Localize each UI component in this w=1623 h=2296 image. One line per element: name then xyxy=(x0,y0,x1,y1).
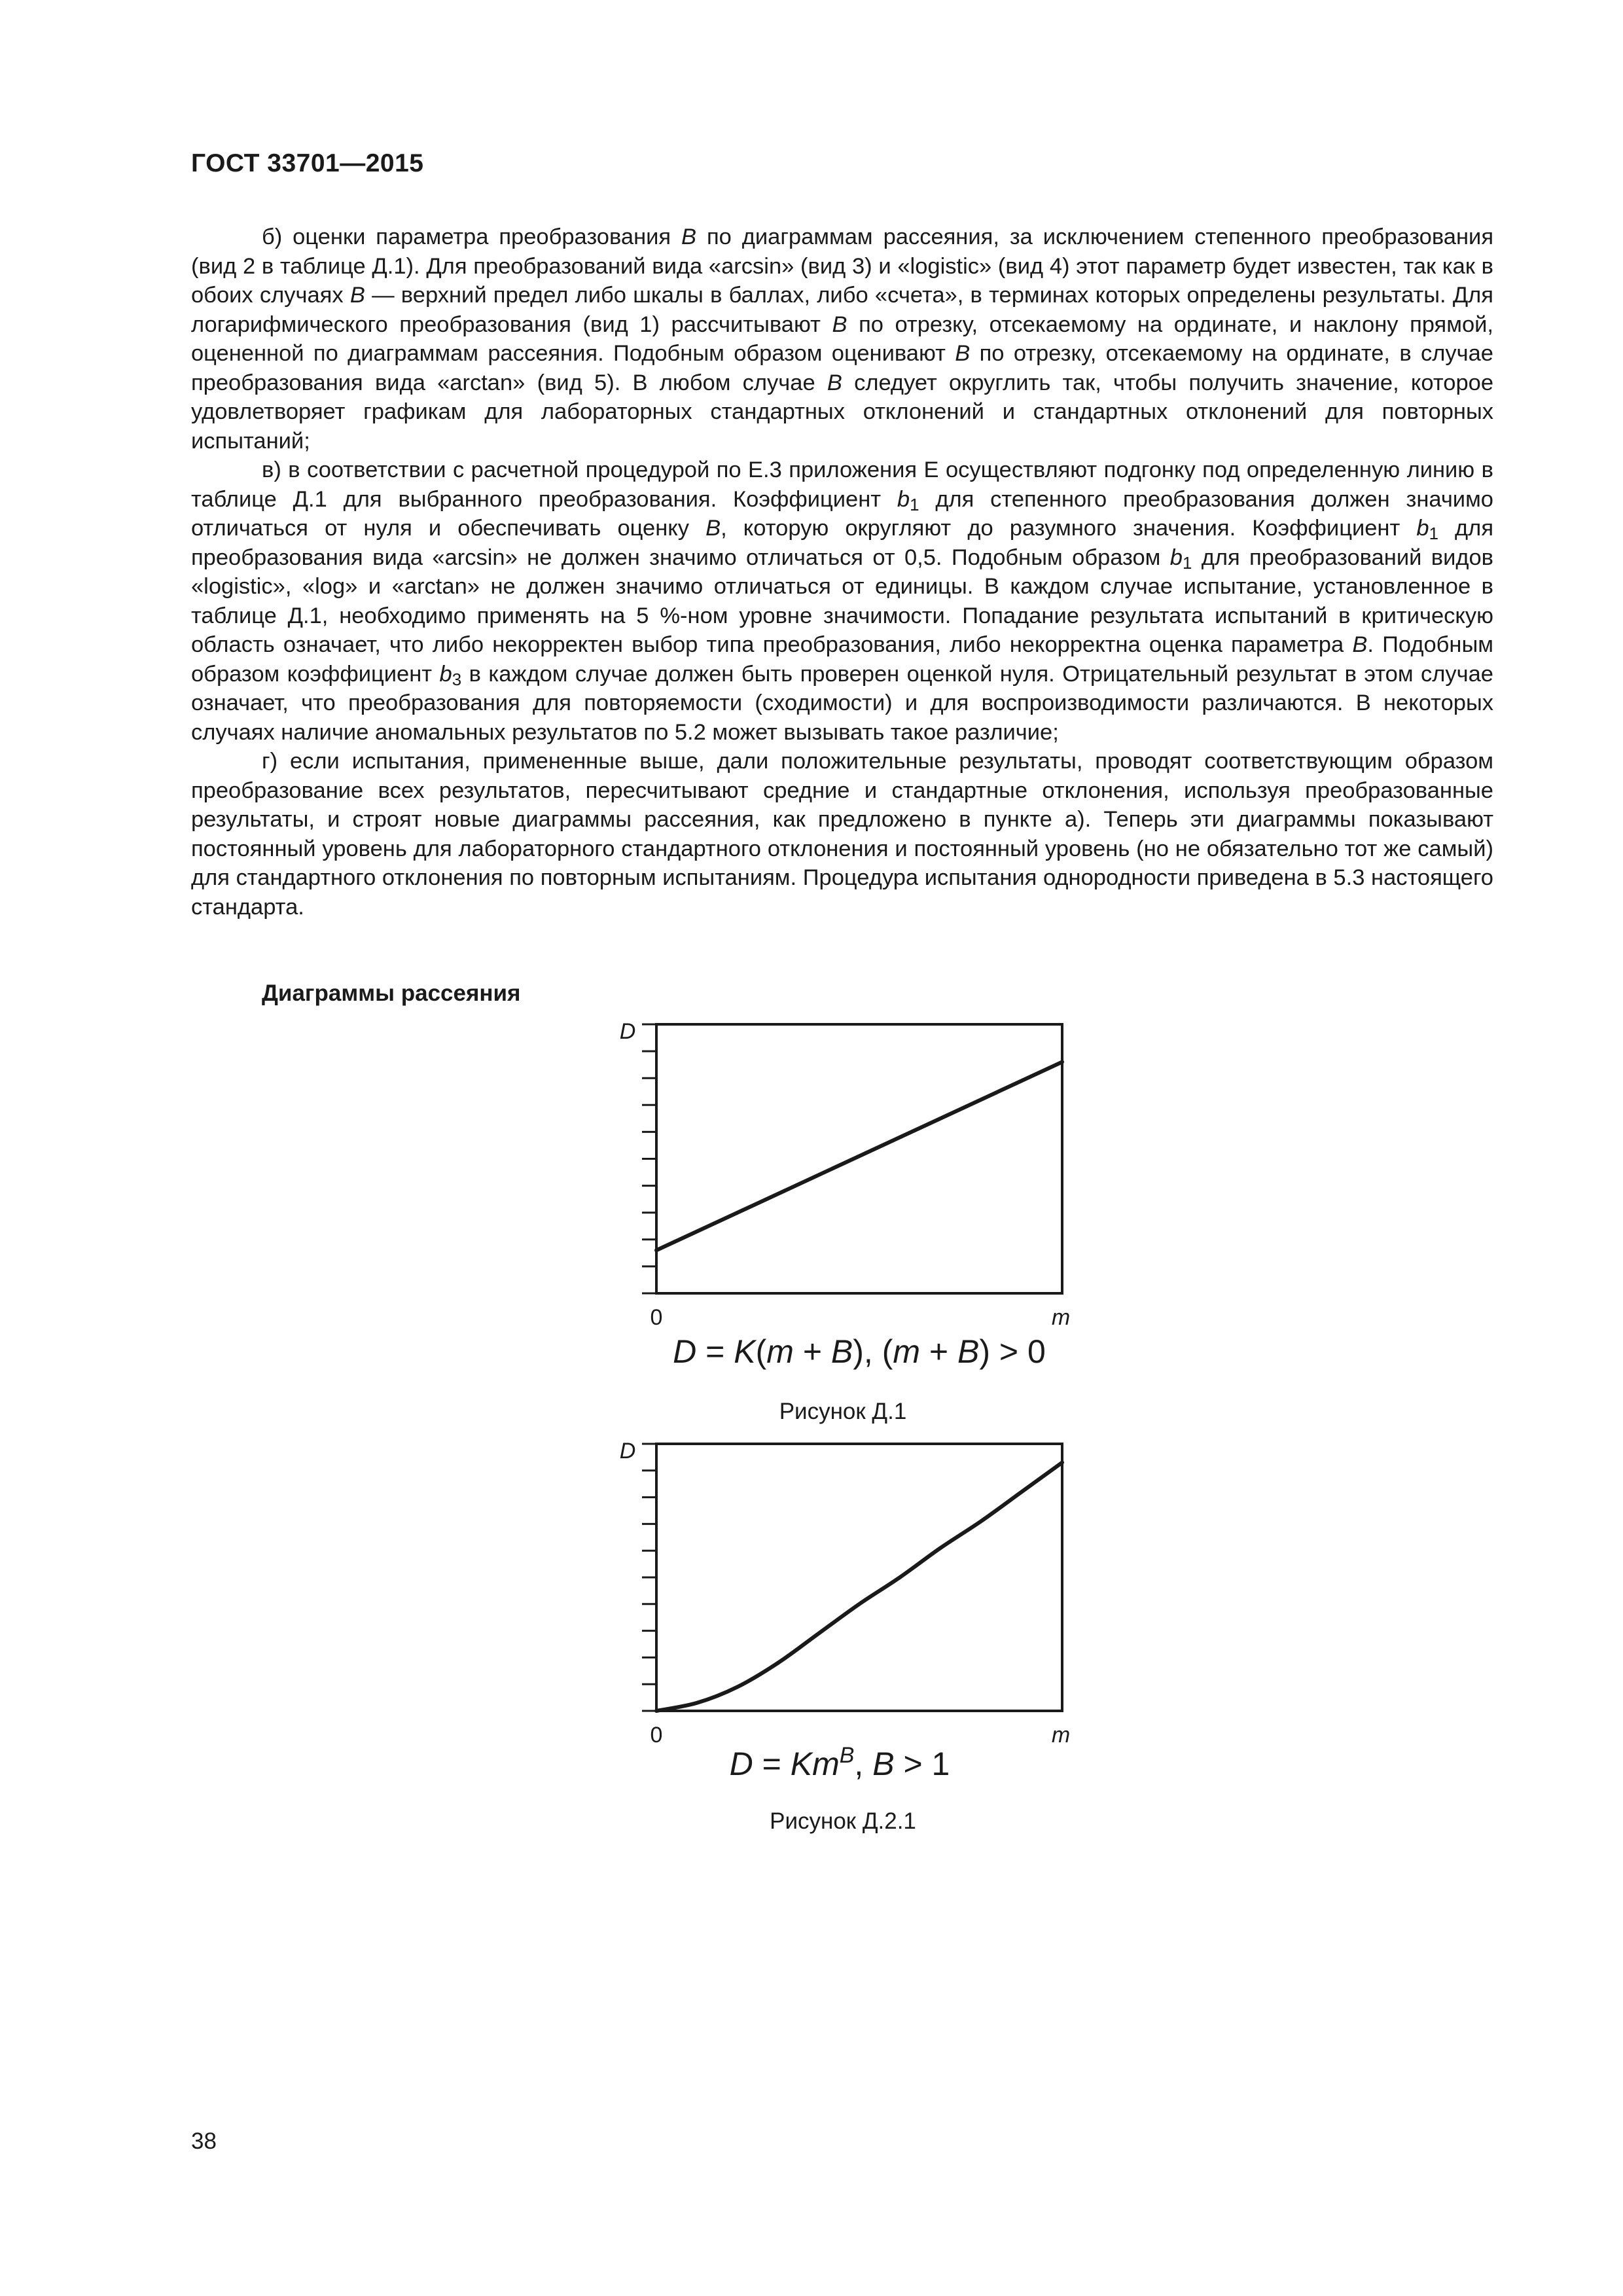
formula-part: m xyxy=(766,1333,794,1370)
formula-part: > 1 xyxy=(894,1746,950,1782)
subscript: 1 xyxy=(1182,554,1192,573)
text-run: б) оценки параметра преобразования xyxy=(262,224,682,249)
section-title: Диаграммы рассеяния xyxy=(262,980,521,1006)
plot-frame xyxy=(656,1024,1062,1293)
x-origin-label: 0 xyxy=(650,1723,663,1748)
italic-symbol: b xyxy=(439,661,452,687)
italic-symbol: B xyxy=(1352,632,1368,657)
figure-caption: Рисунок Д.1 xyxy=(779,1399,907,1424)
text-run: . Подобным образом коэффициент xyxy=(191,632,1493,687)
page-number: 38 xyxy=(191,2128,217,2154)
y-axis-label: D xyxy=(619,1439,636,1463)
italic-symbol: b xyxy=(1416,516,1429,541)
text-run: , которую округляют до разумного значения. Коэффициент xyxy=(721,516,1417,541)
x-axis-label: m xyxy=(1051,1723,1071,1748)
italic-symbol: B xyxy=(681,224,697,249)
series-line xyxy=(656,1463,1062,1711)
formula xyxy=(730,1743,950,1782)
text-run: в каждом случае должен быть проверен оценкой нуля. Отрицательный результат в этом случае означает, что преобразования для повторяемости (сходимости) и для воспроизводимости различаются. В некоторых случаях наличие аномальных результатов по 5.2 может вызывать такое различие; xyxy=(191,661,1493,745)
text-run: для преобразования вида «arcsin» не должен значимо отличаться от 0,5. Подобным образом xyxy=(191,516,1493,570)
formula-part: ), ( xyxy=(853,1333,893,1370)
italic-symbol: B xyxy=(705,516,721,541)
formula-part: m xyxy=(893,1333,921,1370)
formula-part: Km xyxy=(790,1746,840,1782)
figure-d2-1 xyxy=(620,1439,1070,1834)
plot-frame xyxy=(656,1444,1062,1711)
italic-symbol: b xyxy=(1169,545,1183,570)
figure-caption: Рисунок Д.2.1 xyxy=(770,1808,916,1834)
x-origin-label: 0 xyxy=(650,1305,663,1330)
formula-part: = xyxy=(753,1746,791,1782)
series-line xyxy=(656,1062,1062,1251)
text-run: г) если испытания, примененные выше, дали положительные результаты, проводят соответствующим образом преобразование всех результатов, пересчитывают средние и стандартные отклонения, используя преобразованные результаты, и строят новые диаграммы рассеяния, как предложено в пункте а). Теперь эти диаграммы показывают постоянный уровень для лабораторного стандартного отклонения и постоянный уровень (но не обязательно тот же самый) для стандартного отклонения по повторным испытаниям. Процедура испытания однородности приведена в 5.3 настоящего стандарта. xyxy=(191,749,1493,920)
figure-d1 xyxy=(620,1019,1070,1424)
text-run: по отрезку, отсекаемому на ординате, и наклону прямой, оцененной по диаграммам рассеяния. Подобным образом оценивают xyxy=(191,312,1493,366)
y-axis-label: D xyxy=(619,1019,636,1044)
text-run: в) в соответствии с расчетной процедурой по Е.3 приложения Е осуществляют подгонку под определенную линию в таблице Д.1 для выбранного преобразования. Коэффициент xyxy=(191,457,1493,512)
subscript: 1 xyxy=(910,495,919,514)
formula-part: , xyxy=(854,1746,873,1782)
x-axis-label: m xyxy=(1051,1305,1071,1330)
formula-part: + xyxy=(793,1333,831,1370)
text-run: следует округлить так, чтобы получить значение, которое удовлетворяет графикам для лабораторных стандартных отклонений и стандартных отклонений для повторных испытаний; xyxy=(191,370,1494,454)
italic-symbol: b xyxy=(897,486,910,512)
formula-part: B xyxy=(872,1746,895,1782)
formula-part: B xyxy=(830,1333,853,1370)
subscript: 1 xyxy=(1429,525,1438,543)
text-run: для степенного преобразования должен значимо отличаться от нуля и обеспечивать оценку xyxy=(191,486,1493,541)
italic-symbol: B xyxy=(827,370,842,395)
formula-part: + xyxy=(920,1333,958,1370)
text-run: по отрезку, отсекаемому на ординате, в случае преобразования вида «arctan» (вид 5). В любом случае xyxy=(191,341,1493,395)
italic-symbol: B xyxy=(832,312,847,337)
italic-symbol: B xyxy=(349,283,365,308)
formula-part: ) > 0 xyxy=(979,1333,1046,1370)
text-run: для преобразований видов «logistic», «log» и «arctan» не должен значимо отличаться от единицы. В каждом случае испытание, установленное в таблице Д.1, необходимо применять на 5 %-ном уровне значимости. Попадание результата испытаний в критическую область означает, что либо некорректен выбор типа преобразования, либо некорректна оценка параметра xyxy=(191,545,1493,657)
formula-part: = xyxy=(696,1333,734,1370)
formula-part: ( xyxy=(755,1333,767,1370)
text-run: — верхний предел либо шкалы в баллах, либо «счета», в терминах которых определены результаты. Для логарифмического преобразования (вид 1) рассчитывают xyxy=(191,283,1493,337)
formula-part: D xyxy=(729,1746,753,1782)
formula xyxy=(673,1333,1046,1370)
italic-symbol: B xyxy=(955,341,971,366)
subscript: 3 xyxy=(452,670,462,689)
formula-part: B xyxy=(957,1333,980,1370)
formula-part: D xyxy=(673,1333,697,1370)
formula-part: K xyxy=(734,1333,756,1370)
document-header: ГОСТ 33701—2015 xyxy=(191,149,424,177)
text-run: по диаграммам рассеяния, за исключением степенного преобразования (вид 2 в таблице Д.1). Для преобразований вида «arcsin» (вид 3) и «logistic» (вид 4) этот параметр будет известен, так как в обоих случаях xyxy=(191,224,1493,308)
formula-superscript: B xyxy=(839,1743,855,1768)
